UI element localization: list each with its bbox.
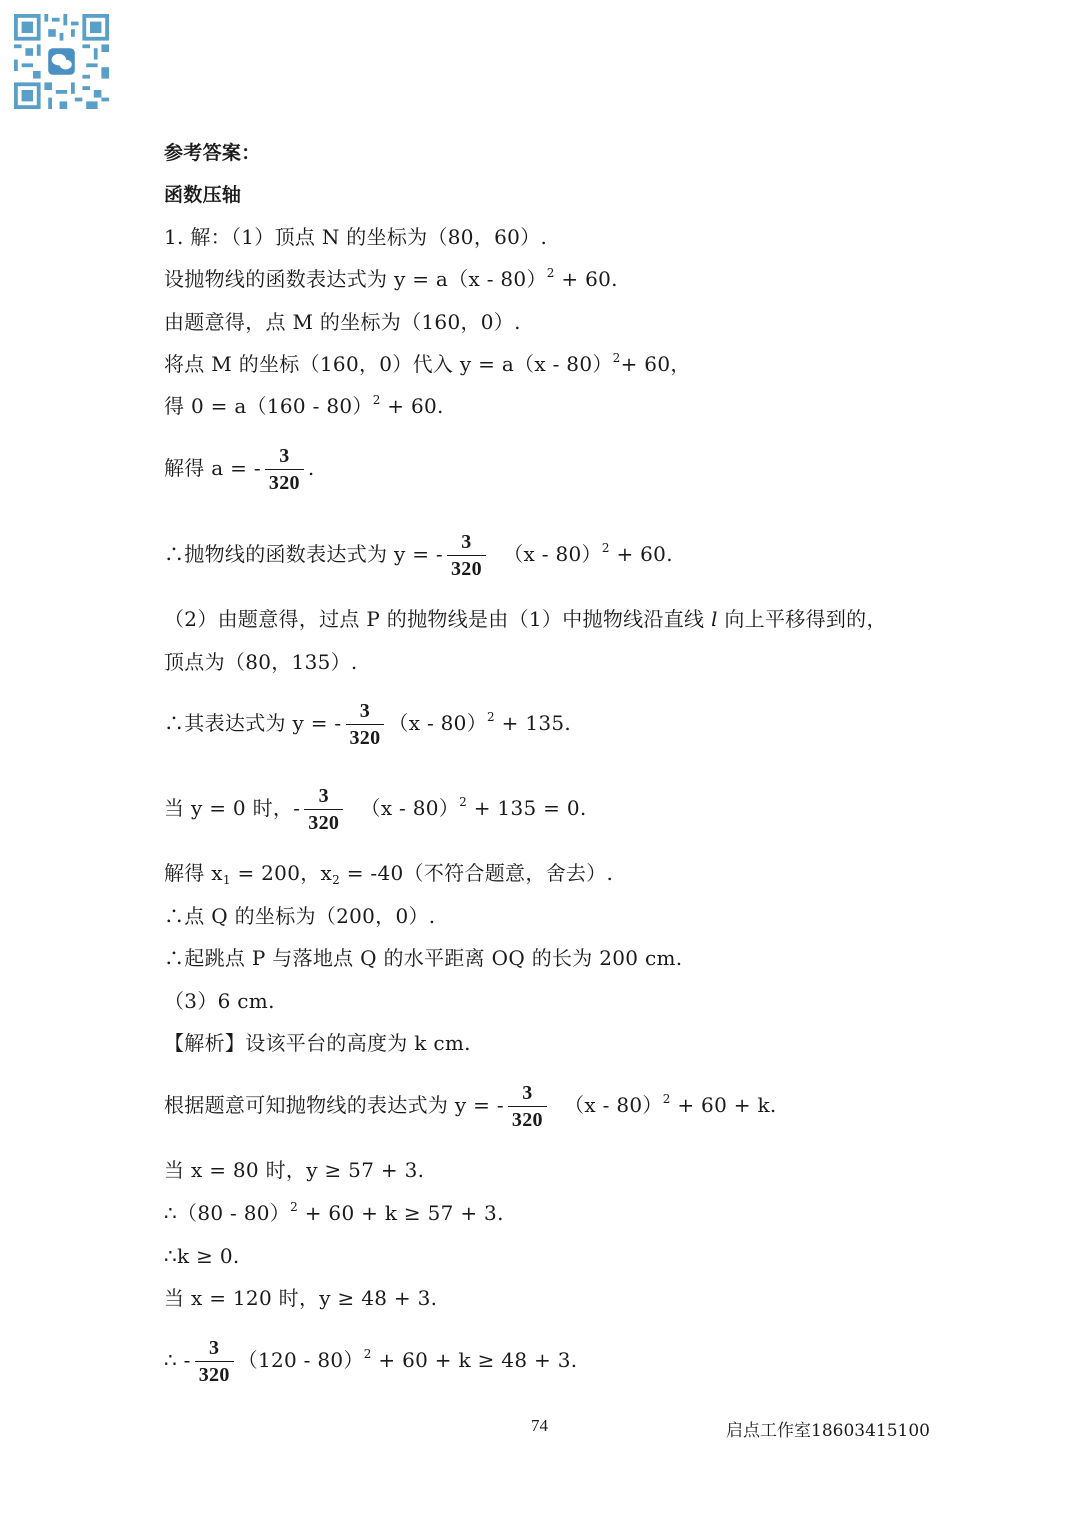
solution-line-18: 当 x = 80 时，y ≥ 57 + 3. (164, 1158, 425, 1182)
fraction: $\frac{3}{320}$ (508, 1080, 547, 1133)
wechat-qr-code-icon (14, 14, 109, 109)
solution-line-20: ∴k ≥ 0. (164, 1244, 240, 1268)
fraction: $\frac{3}{320}$ (265, 443, 304, 496)
heading-topic: 函数压轴 (164, 184, 242, 206)
solution-line-14: ∴起跳点 P 与落地点 Q 的水平距离 OQ 的长为 200 cm. (164, 946, 683, 970)
solution-line-21: 当 x = 120 时，y ≥ 48 + 3. (164, 1286, 438, 1310)
studio-contact: 启点工作室18603415100 (726, 1421, 930, 1441)
solution-line-17: 根据题意可知抛物线的表达式为 y = - $\frac{3}{320}$ （x - 80）$^2$ + 60 + k. (164, 1082, 777, 1131)
solution-line-6: 解得 a = - $\frac{3}{320}$ . (164, 445, 315, 494)
solution-line-19: ∴（80 - 80）$^2$ + 60 + k ≥ 57 + 3. (164, 1200, 504, 1225)
solution-line-3: 由题意得，点 M 的坐标为（160，0）. (164, 310, 521, 334)
solution-line-1: 1. 解：（1）顶点 N 的坐标为（80，60）. (164, 225, 548, 249)
fraction: $\frac{3}{320}$ (195, 1335, 234, 1388)
solution-line-11: 当 y = 0 时，- $\frac{3}{320}$ （x - 80）$^2$ + 135 = 0. (164, 785, 587, 834)
solution-line-2: 设抛物线的函数表达式为 y = a（x - 80）$^2$ + 60. (164, 266, 618, 291)
solution-line-9: 顶点为（80，135）. (164, 650, 358, 674)
fraction: $\frac{3}{320}$ (304, 783, 343, 836)
solution-line-22: ∴ - $\frac{3}{320}$ （120 - 80）$^2$ + 60 + k ≥ 48 + 3. (164, 1337, 578, 1386)
fraction: $\frac{3}{320}$ (447, 529, 486, 582)
solution-line-16: 【解析】设该平台的高度为 k cm. (164, 1031, 471, 1055)
solution-line-15: （3）6 cm. (164, 989, 275, 1013)
solution-line-5: 得 0 = a（160 - 80）$^2$ + 60. (164, 393, 444, 418)
solution-line-10: ∴其表达式为 y = - $\frac{3}{320}$ （x - 80）$^2$ + 135. (164, 700, 572, 749)
page-number: 74 (531, 1416, 548, 1435)
solution-line-7: ∴抛物线的函数表达式为 y = - $\frac{3}{320}$ （x - 80）$^2$ + 60. (164, 531, 673, 580)
heading-reference-answers: 参考答案： (164, 142, 261, 164)
fraction: $\frac{3}{320}$ (346, 698, 385, 751)
solution-line-8: （2）由题意得，过点 P 的抛物线是由（1）中抛物线沿直线 l 向上平移得到的， (164, 607, 887, 631)
solution-line-13: ∴点 Q 的坐标为（200，0）. (164, 904, 436, 928)
solution-line-12: 解得 $x_1 = 200$，$x_2 = -40$（不符合题意，舍去）. (164, 861, 614, 887)
solution-line-4: 将点 M 的坐标（160，0）代入 y = a（x - 80）$^2$+ 60， (164, 351, 691, 376)
